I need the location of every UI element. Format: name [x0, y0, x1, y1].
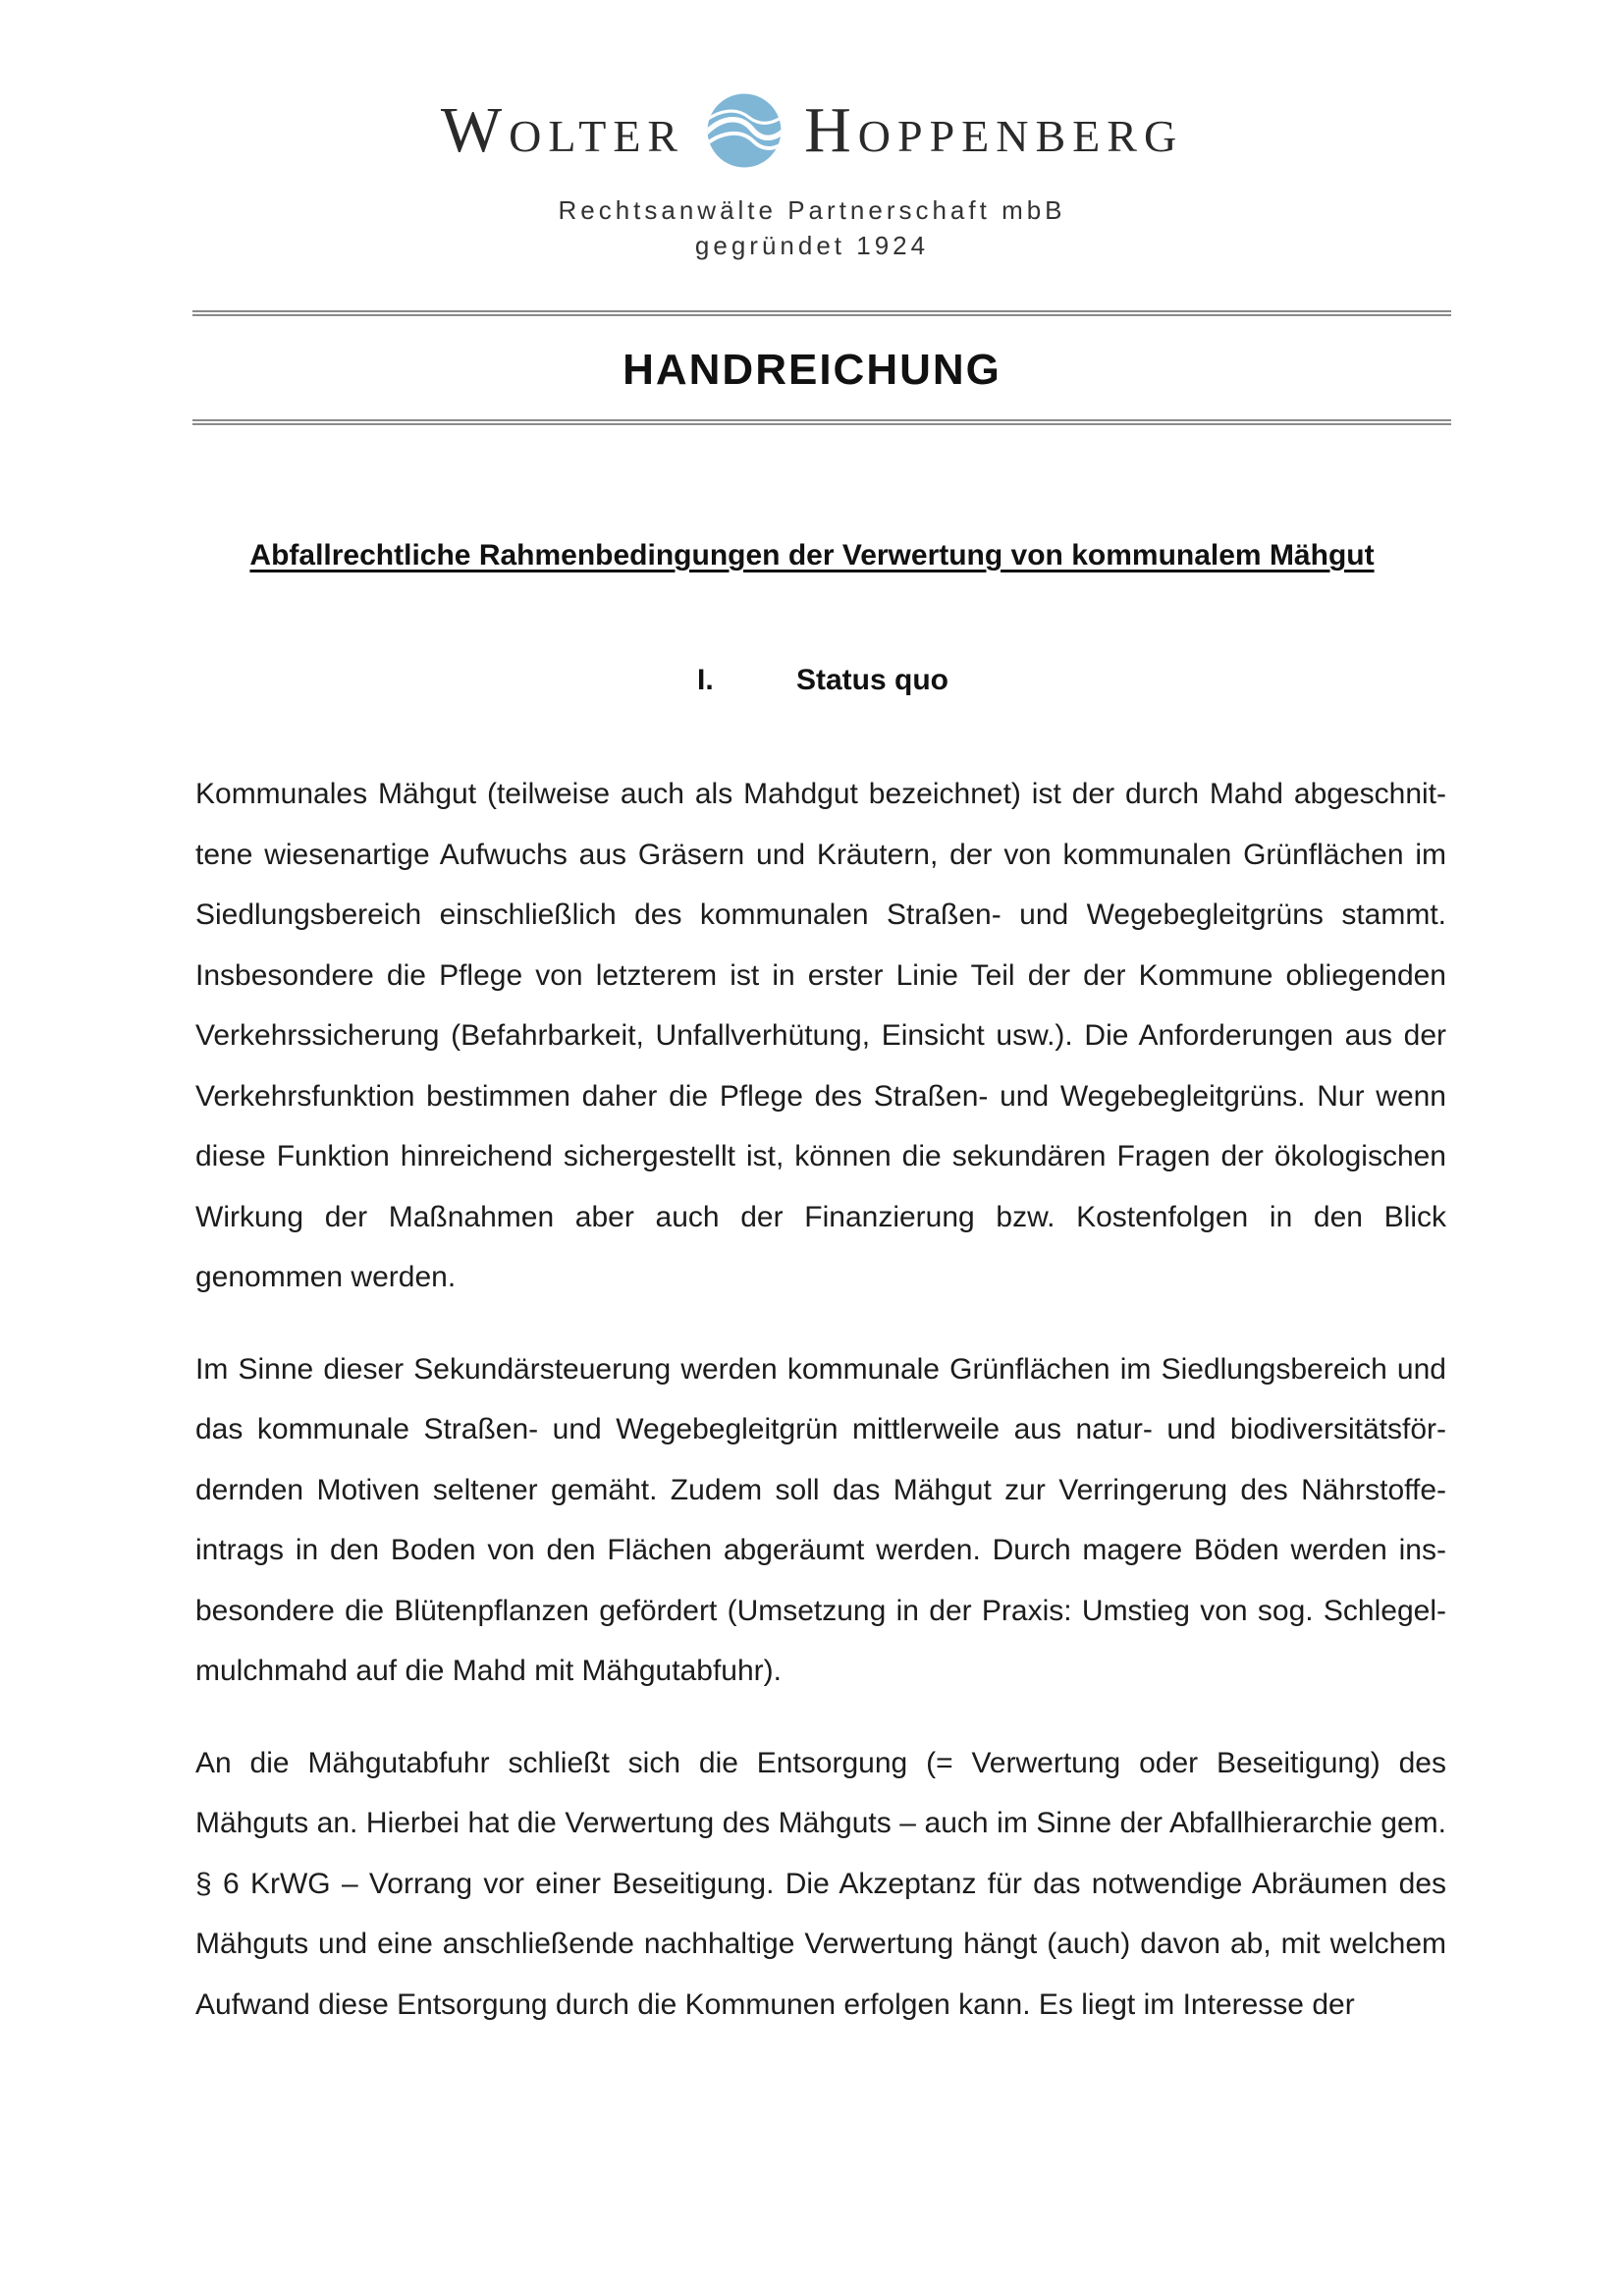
section-number: I. — [697, 664, 714, 696]
document-subject: Abfallrechtliche Rahmenbedingungen der Verwertung von kommunalem Mähgut — [249, 539, 1375, 572]
section-heading — [0, 661, 1624, 700]
document-body — [195, 764, 1446, 2066]
wave-logo-icon — [706, 92, 783, 169]
firm-subtitle: Rechtsanwälte Partnerschaft mbB — [558, 195, 1066, 225]
body-paragraph: An die Mähgutabfuhr schließt sich die Entsorgung (= Verwertung oder Beseitigung) des Mähguts an. Hierbei hat die Verwertung des Mähguts – auch im Sinne der Abfallhierarchie gem. § 6 KrWG – Vorrang vor einer Beseitigung. Die Akzeptanz für das notwendige Abräumen des Mähguts und eine anschließende nachhaltige Verwertung hängt (auch) davon ab, mit welchem Aufwand diese Entsorgung durch die Kommunen erfolgen kann. Es liegt im Interesse der — [195, 1746, 1446, 2021]
firm-name-left: Wolter — [440, 94, 685, 166]
section-title: Status quo — [796, 664, 948, 696]
title-rule-bottom — [192, 419, 1451, 425]
title-rule-top — [192, 310, 1451, 316]
document-title: HANDREICHUNG — [623, 346, 1001, 394]
firm-name-right: Hoppenberg — [804, 94, 1184, 166]
letterhead — [0, 90, 1624, 263]
firm-founded: gegründet 1924 — [694, 231, 930, 260]
body-paragraph: Kommunales Mähgut (teilweise auch als Mahdgut bezeichnet) ist der durch Mahd abgeschnittene wiesenartige Aufwuchs aus Gräsern und Kräutern, der von kommunalen Grünflächen im Siedlungsbereich einschließlich des kommunalen Straßen- und Wegebegleitgrüns stammt. Insbesondere die Pflege von letzterem ist in erster Linie Teil der der Kommune obliegenden Verkehrssicherung (Befahrbarkeit, Unfallverhütung, Einsicht usw.). Die Anforderungen aus der Verkehrsfunktion bestimmen daher die Pflege des Straßen- und Wegebegleitgrüns. Nur wenn diese Funktion hinreichend sichergestellt ist, können die sekundären Fragen der ökologischen Wirkung der Maßnahmen aber auch der Finanzierung bzw. Kostenfolgen in den Blick genommen werden. — [195, 778, 1446, 1293]
body-paragraph: Im Sinne dieser Sekundärsteuerung werden kommunale Grünflächen im Siedlungsbereich und das kommunale Straßen- und Wegebegleitgrün mittlerweile aus natur- und biodiversitätsfördernden Motiven seltener gemäht. Zudem soll das Mähgut zur Verringerung des Nährstoffeintrags in den Boden von den Flächen abgeräumt werden. Durch magere Böden werden insbesondere die Blütenpflanzen gefördert (Umsetzung in der Praxis: Umstieg von sog. Schlegelmulchmahd auf die Mahd mit Mähgutabfuhr). — [195, 1352, 1446, 1687]
firm-brand — [0, 90, 1624, 171]
